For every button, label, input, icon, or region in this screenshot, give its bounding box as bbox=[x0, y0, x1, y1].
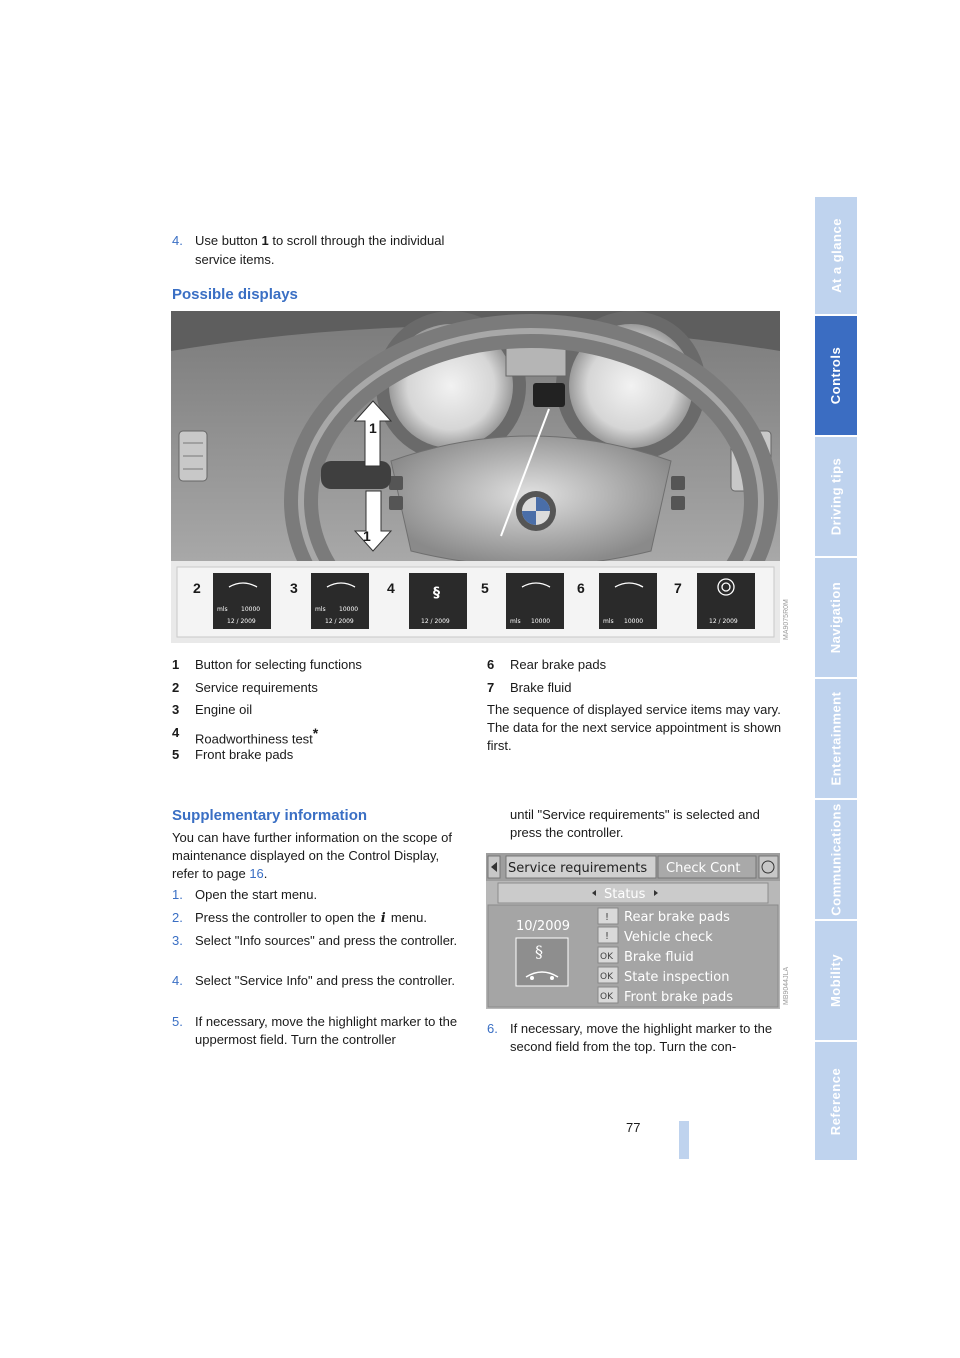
panel-3-date: 12 / 2009 bbox=[325, 618, 354, 625]
optional-equipment-star: * bbox=[312, 725, 319, 741]
panel-4-section: § bbox=[433, 585, 440, 601]
service-item-label: State inspection bbox=[624, 970, 730, 985]
sidebar-tab-driving-tips[interactable]: Driving tips bbox=[815, 437, 857, 556]
panel-2-km: 10000 bbox=[241, 606, 261, 613]
ok-badge: OK bbox=[600, 952, 613, 962]
panel-2-date: 12 / 2009 bbox=[227, 618, 256, 625]
sidebar-tab-entertainment[interactable]: Entertainment bbox=[815, 679, 857, 798]
warning-badge: ! bbox=[605, 931, 610, 942]
panel-5-mls: mls bbox=[510, 618, 521, 625]
step-5-continued: until "Service requirements" is selected and press the controller. bbox=[510, 807, 760, 840]
step-text: Use button 1 to scroll through the individual service items. bbox=[195, 233, 445, 267]
tab-check-control[interactable]: Check Cont bbox=[666, 861, 741, 876]
panel-6-km: 10000 bbox=[624, 618, 644, 625]
panel-2-mls: mls bbox=[217, 606, 228, 613]
instrument-cluster-figure bbox=[171, 311, 780, 643]
callout-1-bottom: 1 bbox=[363, 528, 371, 544]
callout-7: 7 bbox=[674, 580, 682, 596]
control-display bbox=[486, 853, 780, 1009]
status-label: Status bbox=[604, 887, 646, 902]
panel-6-mls: mls bbox=[603, 618, 614, 625]
cluster-illustration bbox=[171, 311, 780, 643]
warning-badge: ! bbox=[605, 912, 610, 923]
service-item-label: Rear brake pads bbox=[624, 910, 730, 925]
tab-service-requirements[interactable]: Service requirements bbox=[508, 861, 648, 876]
screen-code: MB9044JLA bbox=[783, 966, 790, 1005]
service-item-label: Front brake pads bbox=[624, 990, 734, 1005]
sidebar-tab-navigation[interactable]: Navigation bbox=[815, 558, 857, 677]
service-item-label: Brake fluid bbox=[624, 950, 694, 965]
ok-badge: OK bbox=[600, 992, 613, 1002]
callout-6: 6 bbox=[577, 580, 585, 596]
possible-displays-heading: Possible displays bbox=[172, 286, 298, 303]
panel-5-km: 10000 bbox=[531, 618, 551, 625]
ok-badge: OK bbox=[600, 972, 613, 982]
panel-3-km: 10000 bbox=[339, 606, 359, 613]
callout-3: 3 bbox=[290, 580, 298, 596]
sequence-note: The sequence of displayed service items may vary. The data for the next service appointment is shown first. bbox=[487, 702, 782, 753]
sidebar-tab-reference[interactable]: Reference bbox=[815, 1042, 857, 1160]
info-icon: i bbox=[380, 911, 386, 926]
panel-4-date: 12 / 2009 bbox=[421, 618, 450, 625]
callout-4: 4 bbox=[387, 580, 395, 596]
section-symbol: § bbox=[535, 942, 543, 961]
service-date: 10/2009 bbox=[516, 919, 571, 934]
panel-3-mls: mls bbox=[315, 606, 326, 613]
panel-7-date: 12 / 2009 bbox=[709, 618, 738, 625]
supplementary-heading: Supplementary information bbox=[172, 807, 368, 824]
supplementary-intro: You can have further information on the scope of maintenance displayed on the Control Display, refer to page 16. bbox=[172, 830, 452, 881]
figure-code: MA9075R0M bbox=[783, 599, 790, 640]
callout-1-top: 1 bbox=[369, 420, 377, 436]
control-display-screenshot bbox=[486, 853, 780, 1009]
service-item-label: Vehicle check bbox=[624, 930, 713, 945]
page-reference-link[interactable]: 16 bbox=[249, 866, 264, 881]
sidebar-tab-at-a-glance[interactable]: At a glance bbox=[815, 197, 857, 314]
page-number: 77 bbox=[626, 1120, 641, 1135]
page-marker bbox=[679, 1121, 689, 1159]
callout-5: 5 bbox=[481, 580, 489, 596]
step-number: 4. bbox=[172, 233, 183, 248]
sidebar-tab-mobility[interactable]: Mobility bbox=[815, 921, 857, 1040]
sidebar-tab-controls[interactable]: Controls bbox=[815, 316, 857, 435]
callout-2: 2 bbox=[193, 580, 201, 596]
sidebar-tab-communications[interactable]: Communications bbox=[815, 800, 857, 919]
